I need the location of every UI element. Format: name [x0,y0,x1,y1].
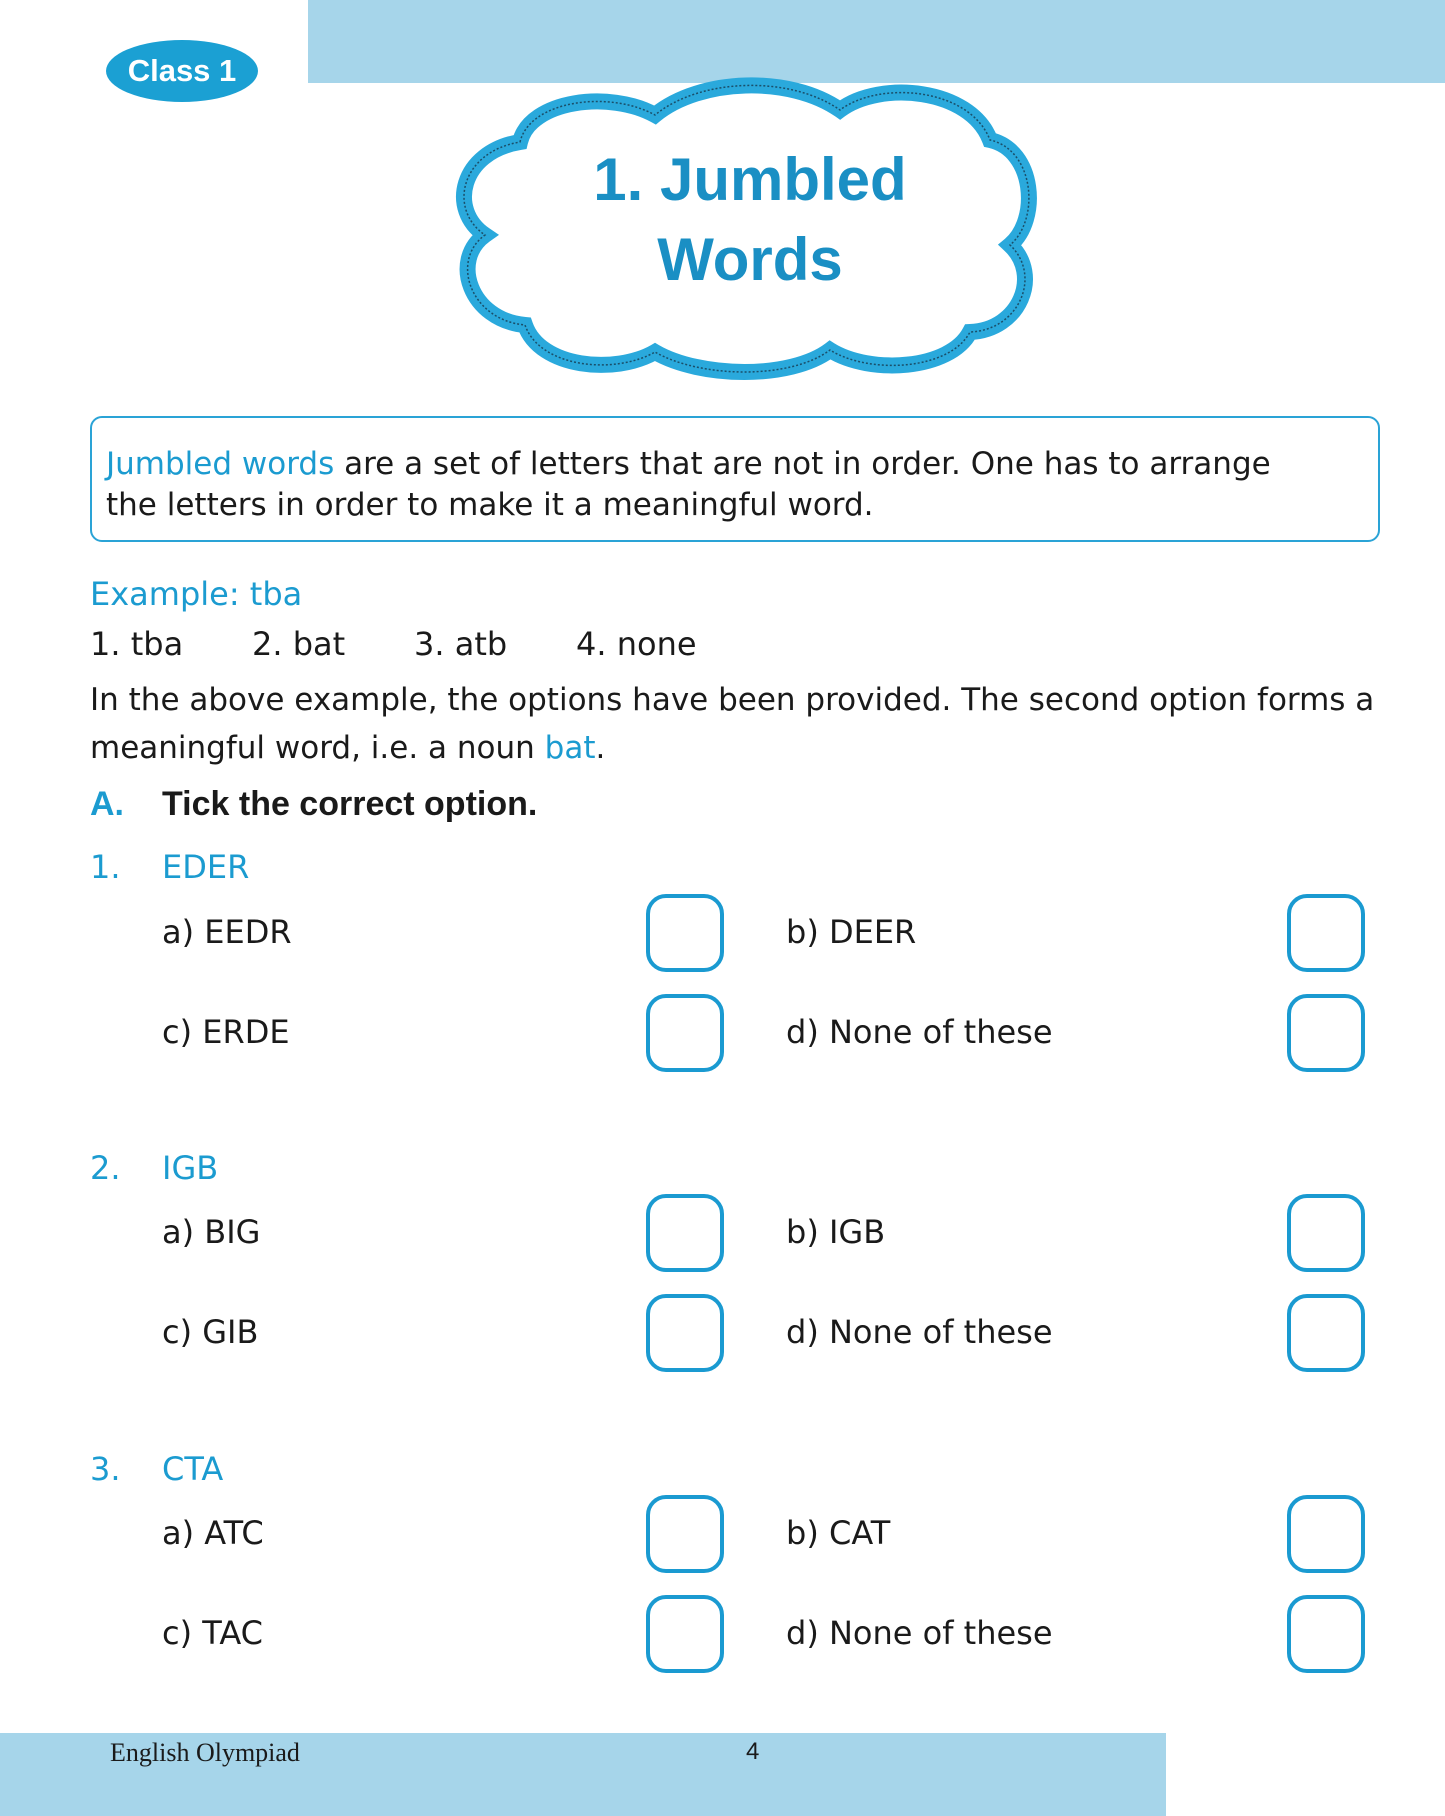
footer-book-title: English Olympiad [110,1738,300,1767]
definition-line-2: the letters in order to make it a meaningful word. [106,487,874,523]
answer-checkbox[interactable] [646,1595,724,1673]
option-label: c) GIB [162,1313,259,1351]
example-option: 4. none [576,625,697,663]
answer-checkbox[interactable] [646,1495,724,1573]
title-line-1: 1. Jumbled [593,146,907,213]
explanation-suffix: . [595,730,606,766]
page-number: 4 [746,1738,760,1765]
explanation-highlight: bat [544,730,596,766]
option-label: c) ERDE [162,1013,290,1051]
option-label: d) None of these [786,1313,1053,1351]
example-option: 3. atb [414,625,508,663]
question-number: 2. [90,1149,121,1187]
example-explanation [90,676,1390,772]
option-label: d) None of these [786,1013,1053,1051]
option-label: a) EEDR [162,913,292,951]
section-instruction: Tick the correct option. [162,785,538,823]
answer-checkbox[interactable] [1287,894,1365,972]
option-label: a) ATC [162,1514,264,1552]
answer-checkbox[interactable] [646,994,724,1072]
definition-line-1 [106,444,1364,485]
title-line-2: Words [657,226,843,293]
answer-checkbox[interactable] [646,1194,724,1272]
option-label: b) DEER [786,913,917,951]
class-badge: Class 1 [106,40,258,102]
section-letter: A. [90,785,124,823]
explanation-line-1: In the above example, the options have been provided. The second option forms a [90,682,1375,718]
option-label: b) IGB [786,1213,886,1251]
question-word: EDER [162,848,250,886]
question-number: 1. [90,848,121,886]
answer-checkbox[interactable] [646,1294,724,1372]
answer-checkbox[interactable] [1287,1294,1365,1372]
question-word: CTA [162,1450,224,1488]
answer-checkbox[interactable] [1287,994,1365,1072]
option-label: b) CAT [786,1514,891,1552]
explanation-line-2 [90,724,1390,772]
definition-box [90,416,1380,542]
option-label: a) BIG [162,1213,261,1251]
question-word: IGB [162,1149,219,1187]
definition-highlight: Jumbled words [106,446,335,482]
option-label: d) None of these [786,1614,1053,1652]
answer-checkbox[interactable] [1287,1194,1365,1272]
answer-checkbox[interactable] [1287,1595,1365,1673]
example-label: Example: tba [90,575,303,613]
question-number: 3. [90,1450,121,1488]
answer-checkbox[interactable] [646,894,724,972]
example-option: 1. tba [90,625,184,663]
example-option: 2. bat [252,625,346,663]
page-title [430,140,1070,300]
option-label: c) TAC [162,1614,263,1652]
explanation-text: meaningful word, i.e. a noun [90,730,545,766]
answer-checkbox[interactable] [1287,1495,1365,1573]
definition-text: are a set of letters that are not in order. One has to arrange [334,446,1271,482]
